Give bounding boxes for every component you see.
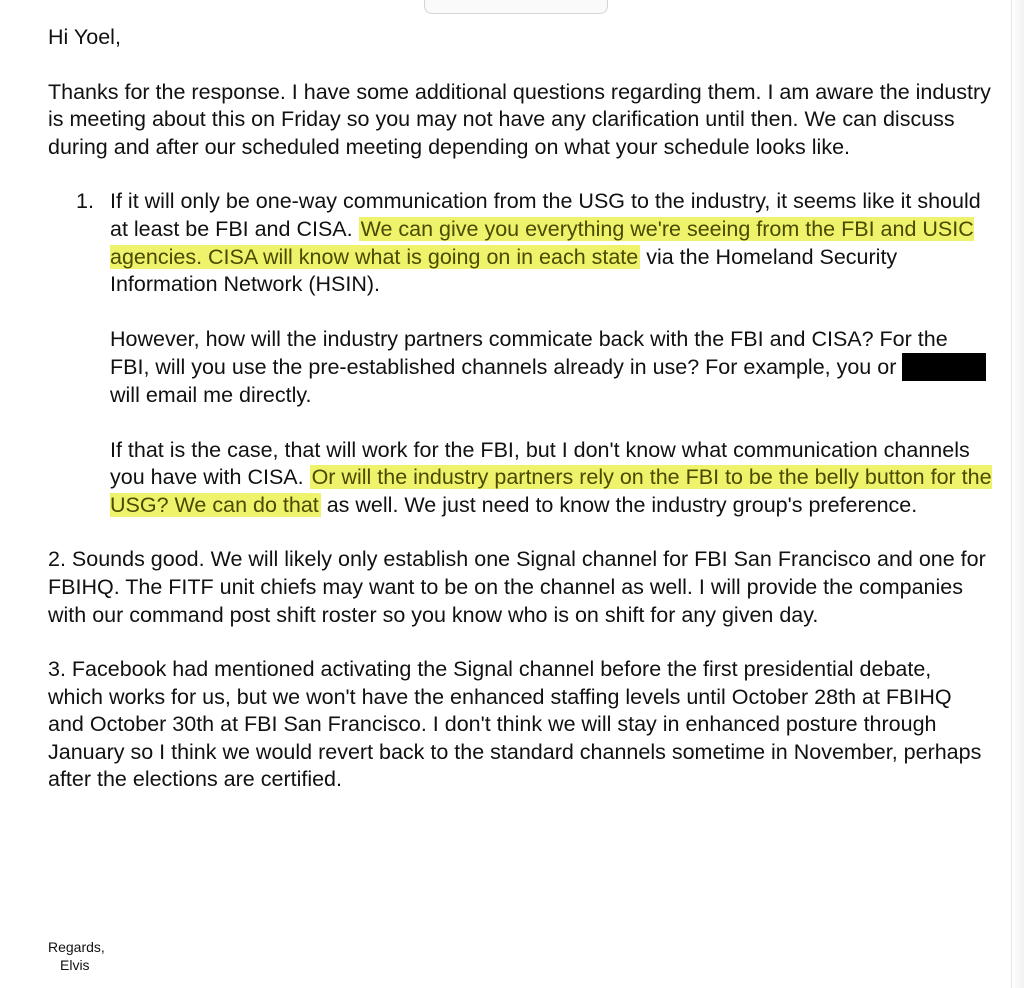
item-1-para2-before: However, how will the industry partners commicate back with the FBI and CISA? For the FBI, will you use the pre-established channels already in use? For example, you or: [110, 326, 948, 380]
document-top-tab: [424, 0, 608, 14]
redaction-box: [902, 353, 986, 381]
item-1-lead-text: If it will only be one-way communication from the USG to the industry, it seems like it should at least be FBI and CISA.: [110, 189, 981, 241]
list-item-3: 3. Facebook had mentioned activating the Signal channel before the first presidential debate, which works for us, but we won't have the enhanced staffing levels until October 28th at FBIHQ and October 30th at FBI San Francisco. I don't think we will stay in enhanced posture through January so I think we would revert back to the standard channels sometime in November, perhaps after the elections are certified.: [48, 657, 982, 792]
item-1-para3-lead: If that is the case, that will work for the FBI, but I don't know what communication channels you have with CISA.: [110, 437, 970, 490]
item-1-paragraph-3: [110, 437, 992, 520]
item-1-para2-after: will email me directly.: [110, 382, 312, 407]
list-item-2: 2. Sounds good. We will likely only establish one Signal channel for FBI San Francisco and one for FBIHQ. The FITF unit chiefs may want to be on the channel as well. I will provide the companies with our command post shift roster so you know who is on shift for any given day.: [48, 547, 986, 627]
signoff-block: [48, 938, 105, 974]
signature: Elvis: [60, 957, 90, 973]
item-1-paragraph-2: [110, 326, 992, 410]
highlighted-text-1: We can give you everything we're seeing from the FBI and USIC agencies. CISA will know what is going on in each state: [110, 216, 974, 269]
email-body: [48, 24, 992, 821]
highlighted-text-2: Or will the industry partners rely on the FBI to be the belly button for the USG? We can do that: [110, 465, 992, 517]
greeting: Hi Yoel,: [48, 25, 121, 49]
signoff: Regards,: [48, 939, 105, 955]
item-1-para3-tail: as well. We just need to know the industry group's preference.: [320, 492, 918, 517]
list-item-1: [48, 188, 992, 519]
intro-paragraph: Thanks for the response. I have some additional questions regarding them. I am aware the industry is meeting about this on Friday so you may not have any clarification until then. We can discuss during and after our scheduled meeting depending on what your schedule looks like.: [48, 79, 991, 159]
list-item-1-number: 1.: [76, 189, 94, 214]
page-right-edge: [1011, 0, 1024, 988]
item-1-paragraph-1: [110, 188, 992, 298]
item-1-tail-text: via the Homeland Security Information Network (HSIN).: [110, 244, 898, 297]
